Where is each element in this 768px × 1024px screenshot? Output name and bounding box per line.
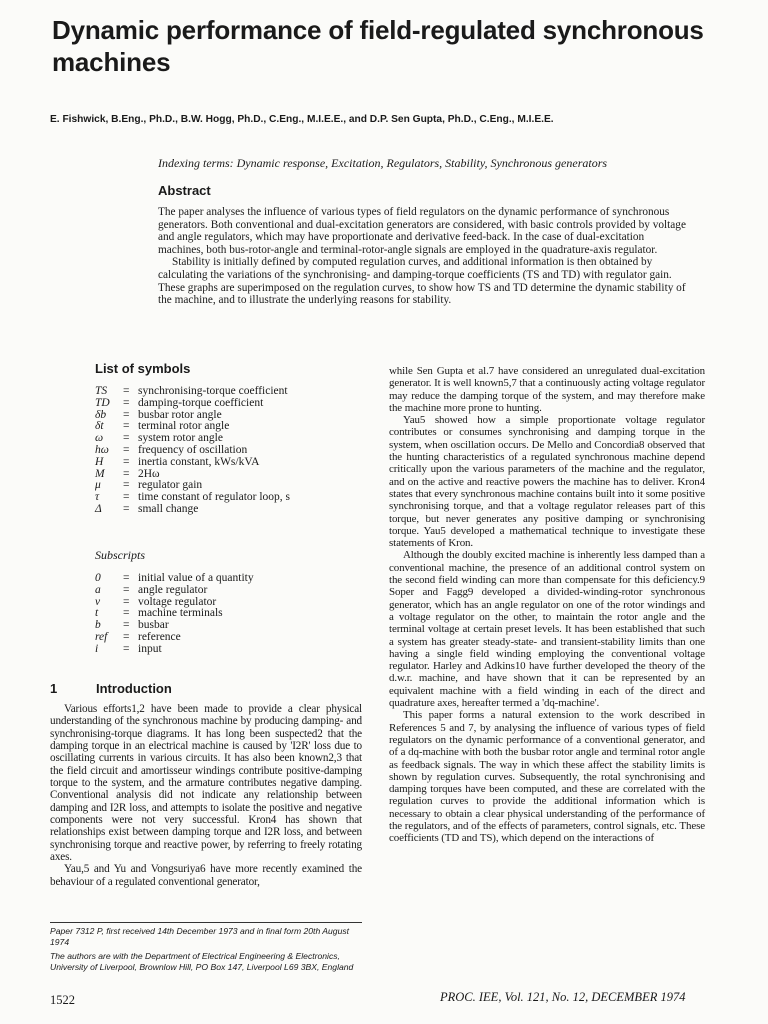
page-number: 1522 <box>50 993 75 1007</box>
symbol-row: Δ = small change <box>95 502 199 515</box>
symbol-row: TD = damping-torque coefficient <box>95 396 264 409</box>
symbol-row: H = inertia constant, kWs/kVA <box>95 455 260 468</box>
subscript-row: i = input <box>95 642 162 655</box>
symbol-row: τ = time constant of regulator loop, s <box>95 491 291 504</box>
intro-left-column <box>50 703 362 888</box>
symbol-row: hω = frequency of oscillation <box>95 443 248 456</box>
body-paragraph: while Sen Gupta et al.7 have considered an unregulated dual-excitation generator. It is well known5,7 that a continuously acting voltage regulator may reduce the damping torque of the system, and may therefore make the machine more prone to hunting. <box>389 365 705 414</box>
section-title: Introduction <box>96 681 172 696</box>
subscript-row: ref = reference <box>95 630 181 643</box>
symbol-row: ω = system rotor angle <box>95 432 223 445</box>
symbols-heading: List of symbols <box>95 361 191 376</box>
journal-reference: PROC. IEE, Vol. 121, No. 12, DECEMBER 1974 <box>440 990 686 1004</box>
indexing-terms: Indexing terms: Dynamic response, Excitation, Regulators, Stability, Synchronous generators <box>158 156 608 170</box>
body-paragraph: Although the doubly excited machine is inherently less damped than a conventional machine, the presence of an additional control system on the second field winding can more than compensate for this deficiency.9 Soper and Fagg9 developed a divided-winding-rotor synchronous generator, which has an angle regulator on one of the rotor windings and a voltage regulator on the other, to maintain the rotor angle and the terminal voltage at certain preset levels. It has been established that such a system has greater steady-state- and transient-stability limits than one having a single field winding employing the conventional voltage regulator. Harley and Adkins10 have further developed the theory of the d.w.r. machine, and have shown that it can be represented by an equivalent machine with a field winding in each of the direct and quadrature axes, hereafter termed a 'dq-machine'. <box>389 549 705 710</box>
body-paragraph: Various efforts1,2 have been made to provide a clear physical understanding of the synchronous machine by producing damping- and synchronising-torque diagrams. It has long been suspected2 that the damping torque in an electrical machine is caused by 'I2R' loss due to oscillating currents in various circuits. It has also been known2,3 that the field circuit and amortisseur windings contribute positive-damping torque to the system, and the armature contributes negative damping. Conventional analysis did not indicate any relationship between damping and I2R loss, and attempts to isolate the positive and negative components were not very successful. Kron4 has shown that relationships exist between damping torque and I2R loss, and between synchronising torque and reactive power, by referring to freely rotating axes. <box>50 703 362 864</box>
paper-title: Dynamic performance of field-regulated synchronous machines <box>52 15 704 77</box>
abstract-body <box>158 206 688 307</box>
symbol-row: δb = busbar rotor angle <box>95 408 222 421</box>
subscript-row: a = angle regulator <box>95 583 208 596</box>
symbol-row: δt = terminal rotor angle <box>95 420 230 433</box>
symbols-table <box>95 386 290 516</box>
section-number: 1 <box>50 681 58 696</box>
footnote-divider <box>50 922 362 923</box>
abstract-paragraph: Stability is initially defined by computed regulation curves, and additional information is then obtained by calculating the variations of the synchronising- and damping-torque coefficients (TS and TD) with regulator gain. These graphs are superimposed on the regulation curves, to show how TS and TD determine the dynamic stability of the machine, and to illustrate the underlying reasons for stability. <box>158 256 686 307</box>
symbol-row: TS = synchronising-torque coefficient <box>95 385 288 397</box>
subscript-row: b = busbar <box>95 619 169 632</box>
subscript-row: t = machine terminals <box>95 607 223 620</box>
author-line: E. Fishwick, B.Eng., Ph.D., B.W. Hogg, Ph.D., C.Eng., M.I.E.E., and D.P. Sen Gupta, Ph.D., C.Eng., M.I.E.E. <box>50 114 554 125</box>
abstract-heading: Abstract <box>158 183 211 198</box>
intro-right-column <box>389 365 705 845</box>
footnote-received: Paper 7312 P, first received 14th December 1973 and in final form 20th August 1974 <box>50 926 350 947</box>
abstract-paragraph: The paper analyses the influence of various types of field regulators on the dynamic performance of synchronous generators. Both conventional and dual-excitation generators are considered, with basic controls provided by voltage and angle regulators, which may have proportionate and derivative feed-back. In the case of dual-excitation machines, both bus-rotor-angle and terminal-rotor-angle signals are employed in the quadrature-axis regulator. <box>158 206 686 256</box>
symbol-row: μ = regulator gain <box>95 479 203 492</box>
body-paragraph: Yau,5 and Yu and Vongsuriya6 have more recently examined the behaviour of a regulated conventional generator, <box>50 863 362 888</box>
subscripts-table <box>95 573 254 656</box>
subscript-row: 0 = initial value of a quantity <box>95 572 254 584</box>
subscripts-heading: Subscripts <box>95 548 146 562</box>
subscript-row: v = voltage regulator <box>95 595 217 608</box>
footnote-affiliation: The authors are with the Department of Electrical Engineering & Electronics, University of Liverpool, Brownlow Hill, PO Box 147, Liverpool L69 3BX, England <box>50 951 354 972</box>
symbol-row: M = 2Hω <box>95 467 160 480</box>
body-paragraph: This paper forms a natural extension to the work described in References 5 and 7, by analysing the influence of various types of field regulators on the dynamic performance of a conventional generator, and of a dq-machine with both the busbar rotor angle and terminal rotor angle as feedback signals. The way in which these affect the stability limits is shown by regulation curves. Subsequently, the rotal synchronising and damping torques have been computed, and these are correlated with the regulation curves to provide the additional information which is necessary to obtain a clear physical understanding of the performance of the regulators, and of the effects of parameters, control signals, etc. These coefficients (TD and TS), which depend on the interactions of <box>389 709 705 845</box>
body-paragraph: Yau5 showed how a simple proportionate voltage regulator contributes or consumes synchronising and damping torque in the system, when oscillation occurs. De Mello and Concordia8 observed that the hunting characteristics of a regulated synchronous machine depend critically upon the various parameters of the machine and the regulator, and on the active and reactive powers the machine has to deliver. Kron4 states that every synchronous machine contains built into it some positive synchronising torque, and that a voltage regulator releases part of this torque, but never generates any positive damping or synchronising torque. Yau5 developed a mathematical technique to investigate these statements of Kron. <box>389 414 705 550</box>
